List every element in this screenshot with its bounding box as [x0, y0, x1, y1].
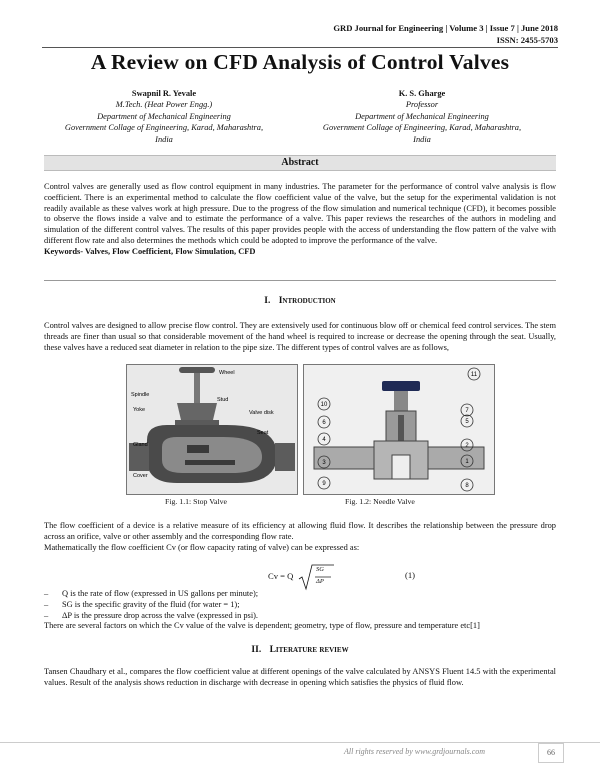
intro-paragraph-4: There are several factors on which the Cv value of the valve is dependent; geometry, type of flow, pressure and temperature etc[1] [44, 621, 480, 630]
author-institution: Government Collage of Engineering, Karad, Maharashtra, [64, 123, 264, 133]
figure-label: Gland [133, 442, 148, 448]
figure-label: Wheel [219, 370, 235, 376]
section-title: Literature review [269, 645, 349, 655]
author-dept: Department of Mechanical Engineering [355, 111, 489, 121]
keywords: Keywords- Valves, Flow Coefficient, Flow Simulation, CFD [44, 246, 256, 256]
issn: ISSN: 2455-5703 [496, 35, 558, 45]
needle-valve-figure [303, 364, 495, 495]
figure-label: Spindle [131, 392, 150, 398]
author-institution: Government Collage of Engineering, Karad, Maharashtra, [322, 123, 522, 133]
author-name: K. S. Gharge [398, 89, 446, 98]
figure-label: Seat [257, 430, 269, 436]
author-block-1 [44, 88, 284, 145]
figure-label: 1 [465, 459, 469, 465]
footer-rule [0, 742, 600, 765]
stop-valve-illustration [127, 365, 297, 494]
author-role: M.Tech. (Heat Power Engg.) [115, 100, 213, 110]
needle-valve-illustration [304, 365, 494, 494]
formula-denominator: ΔP [316, 578, 324, 585]
author-role: Professor [405, 100, 439, 110]
paper-title: A Review on CFD Analysis of Control Valves [90, 50, 510, 74]
abstract-text: Control valves are generally used as flow control equipment in many industries. The parameter for the performance of control valve analysis is flow coefficient. There is an experimental method to calculate the flow coefficient value of the valve, but the setup for the experimental validation is not readily available as these valves work at high pressure. Due to the progress of the flow simulation and numerical technique (CFD), it becomes possible to observe the flows inside a valve and to estimate the performance of a valve. This paper reviews the researches of the authors in modeling and simulation of the different control valves. The results of this paper provides people with the access of understanding the flow pattern of the valve with different flow rate and also determines the methods which could be adopted to improve the performance of the valve. [44, 182, 556, 245]
figure-label: 10 [320, 402, 328, 408]
figure-label: 9 [322, 481, 326, 487]
list-item: – ΔP is the pressure drop across the valve (expressed in psi). [44, 610, 556, 621]
abstract-heading: Abstract [44, 155, 556, 171]
figure-label: 7 [465, 408, 469, 414]
figure-label: Valve disk [249, 410, 274, 416]
author-dept: Department of Mechanical Engineering [97, 111, 231, 121]
figure-label: 8 [465, 483, 469, 489]
formula-lhs: Cv = Q [268, 571, 294, 581]
figure-caption-2: Fig. 1.2: Needle Valve [345, 497, 415, 506]
figure-label: 3 [322, 460, 326, 466]
equation-number: (1) [405, 570, 416, 580]
figure-label: 4 [322, 437, 326, 443]
section-rule [44, 280, 556, 281]
running-header [333, 22, 558, 46]
figure-label: 11 [470, 372, 478, 378]
figure-label: Cover [133, 473, 148, 479]
intro-paragraph-1: Control valves are designed to allow precise flow control. They are extensively used for continuous blow off or chemical feed control services. The stem threads are finer than usual so that considerable movement of the hand wheel is required to increase or decrease the opening through the seat. Usually, these valves have a reduced seat diameter in relation to the pipe size. The different types of control valves are as follows, [44, 321, 556, 352]
section-heading-literature [0, 645, 600, 655]
formula-numerator: SG [316, 566, 324, 573]
section-heading-intro [0, 296, 600, 306]
abstract-body [44, 182, 556, 258]
figure-label: 6 [322, 420, 326, 426]
figure-label: Yoke [133, 407, 146, 413]
figure-caption-1: Fig. 1.1: Stop Valve [165, 497, 228, 506]
stop-valve-figure [126, 364, 298, 495]
author-name: Swapnil R. Yevale [131, 89, 197, 98]
section-title: Introduction [278, 296, 336, 306]
page-number: 66 [538, 743, 564, 763]
list-item: – SG is the specific gravity of the fluid (for water = 1); [44, 599, 556, 610]
section-number: II. [251, 645, 262, 655]
literature-paragraph-1: Tansen Chaudhary et al., compares the flow coefficient value at different openings of the valve calculated by ANSYS Fluent 14.5 with the experimental values. Result of the analysis shows reduction in discharge with decrease in opening which satisfies the physics of fluid flow. [44, 667, 556, 687]
figure-label: 5 [465, 419, 469, 425]
variable-list [44, 588, 556, 621]
header-rule [42, 47, 558, 48]
author-country: India [155, 134, 173, 144]
intro-paragraph-3: Mathematically the flow coefficient Cv (or flow capacity rating of valve) can be expressed as: [44, 543, 360, 552]
author-block-2 [302, 88, 542, 145]
figure-label: 2 [465, 443, 469, 449]
intro-paragraph-2: The flow coefficient of a device is a relative measure of its efficiency at allowing fluid flow. It describes the relationship between the pressure drop across an orifice, valve or other assembly and the corresponding flow rate. [44, 521, 556, 541]
author-country: India [413, 134, 431, 144]
section-number: I. [264, 296, 271, 306]
list-item: – Q is the rate of flow (expressed in US gallons per minute); [44, 588, 556, 599]
journal-info: GRD Journal for Engineering | Volume 3 | Issue 7 | June 2018 [333, 23, 558, 33]
footer-rights: All rights reserved by www.grdjournals.com [344, 747, 486, 756]
figure-label: Stud [217, 397, 229, 403]
